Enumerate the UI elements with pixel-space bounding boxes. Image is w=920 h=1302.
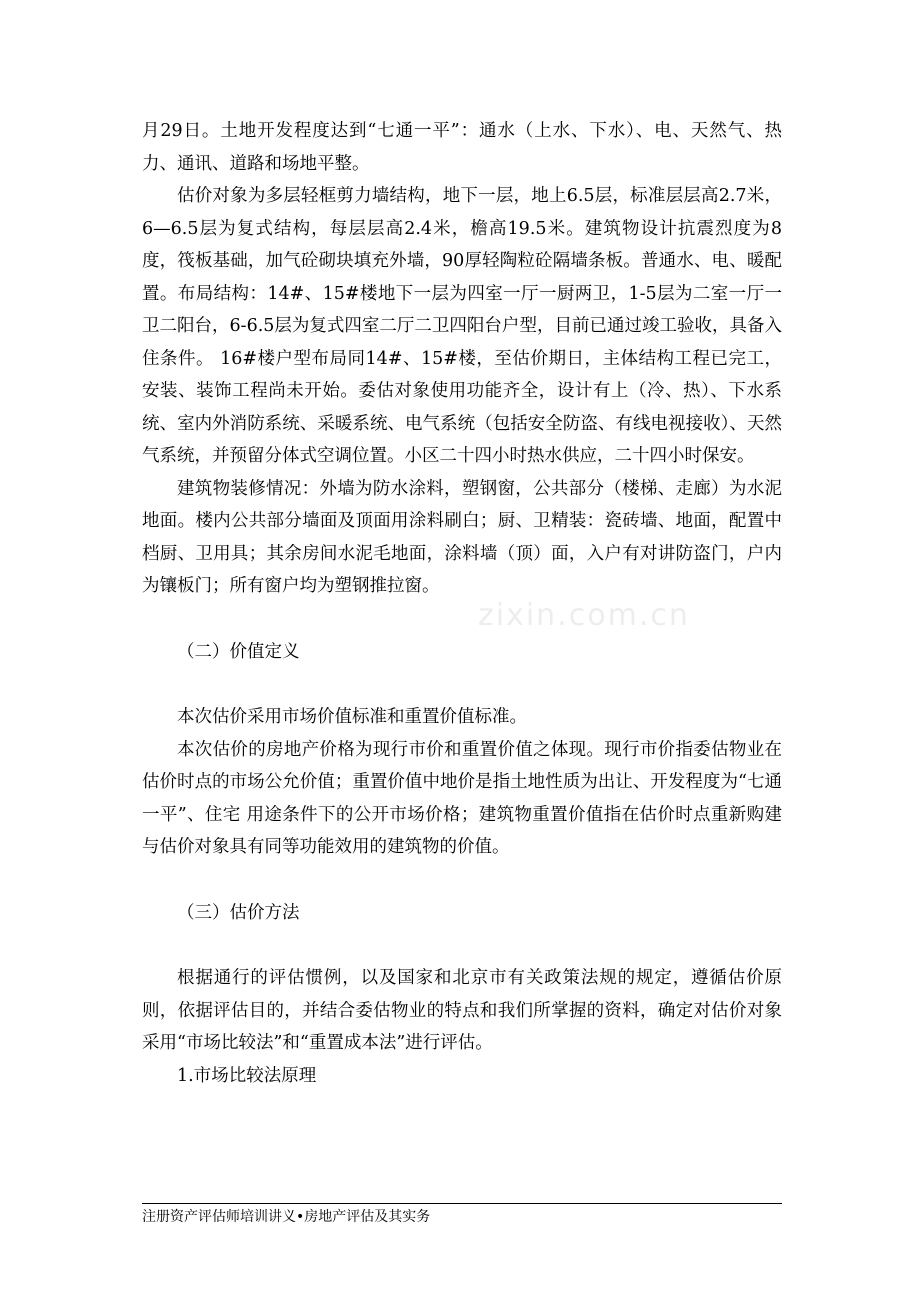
section-heading-valuation-method: （三）估价方法 xyxy=(177,902,300,923)
paragraph-land-development: 月29日。土地开发程度达到“七通一平”：通水（上水、下水）、电、天然气、热力、通讯、道路和场地平整。 xyxy=(142,121,782,174)
subheading-market-comparison: 1.市场比较法原理 xyxy=(177,1065,317,1086)
spacer xyxy=(142,864,782,897)
footer-divider xyxy=(142,1203,782,1204)
paragraph-building-structure: 估价对象为多层轻框剪力墙结构，地下一层，地上6.5层，标准层层高2.7米，6—6.5层为复式结构，每层层高2.4米，檐高19.5米。建筑物设计抗震烈度为8度，筏板基础，加气砼砌块填充外墙，90厚轻陶粒砼隔墙条板。普通水、电、暖配置。布局结构：14#、15#楼地下一层为四室一厅一厨两卫，1-5层为二室一厅一卫二阳台，6-6.5层为复式四室二厅二卫四阳台户型，目前已通过竣工验收，具备入住条件。 16#楼户型布局同14#、15#楼，至估价期日，主体结构工程已完工，安装、装饰工程尚未开始。委估对象使用功能齐全，设计有上（冷、热）、下水系统、室内外消防系统、采暖系统、电气系统（包括安全防盗、有线电视接收）、天然气系统，并预留分体式空调位置。小区二十四小时热水供应，二十四小时保安。 xyxy=(142,186,782,466)
spacer xyxy=(142,929,782,962)
paragraph-value-explanation: 本次估价的房地产价格为现行市价和重置价值之体现。现行市价指委估物业在估价时点的市场公允价值；重置价值中地价是指土地性质为出让、开发程度为“七通一平”、住宅 用途条件下的公开市场价格；建筑物重置价值指在估价时点重新购建与估价对象具有同等功能效用的建筑物的价值。 xyxy=(142,739,782,857)
paragraph-value-standard: 本次估价采用市场价值标准和重置价值标准。 xyxy=(177,707,527,727)
spacer xyxy=(142,668,782,701)
paragraph-decoration: 建筑物装修情况：外墙为防水涂料，塑钢窗，公共部分（楼梯、走廊）为水泥地面。楼内公共部分墙面及顶面用涂料刷白；厨、卫精装：瓷砖墙、地面，配置中档厨、卫用具；其余房间水泥毛地面，涂料墙（顶）面，入户有对讲防盗门，户内为镶板门；所有窗户均为塑钢推拉窗。 xyxy=(142,478,782,596)
page-footer: 注册资产评估师培训讲义•房地产评估及其实务 xyxy=(142,1209,431,1225)
paragraph-method-basis: 根据通行的评估惯例，以及国家和北京市有关政策法规的规定，遵循估价原则，依据评估目的，并结合委估物业的特点和我们所掌握的资料，确定对估价对象采用“市场比较法”和“重置成本法”进行评估。 xyxy=(142,968,782,1053)
section-heading-value-definition: （二）价值定义 xyxy=(177,641,300,662)
watermark: zixin.com.cn xyxy=(478,598,690,633)
